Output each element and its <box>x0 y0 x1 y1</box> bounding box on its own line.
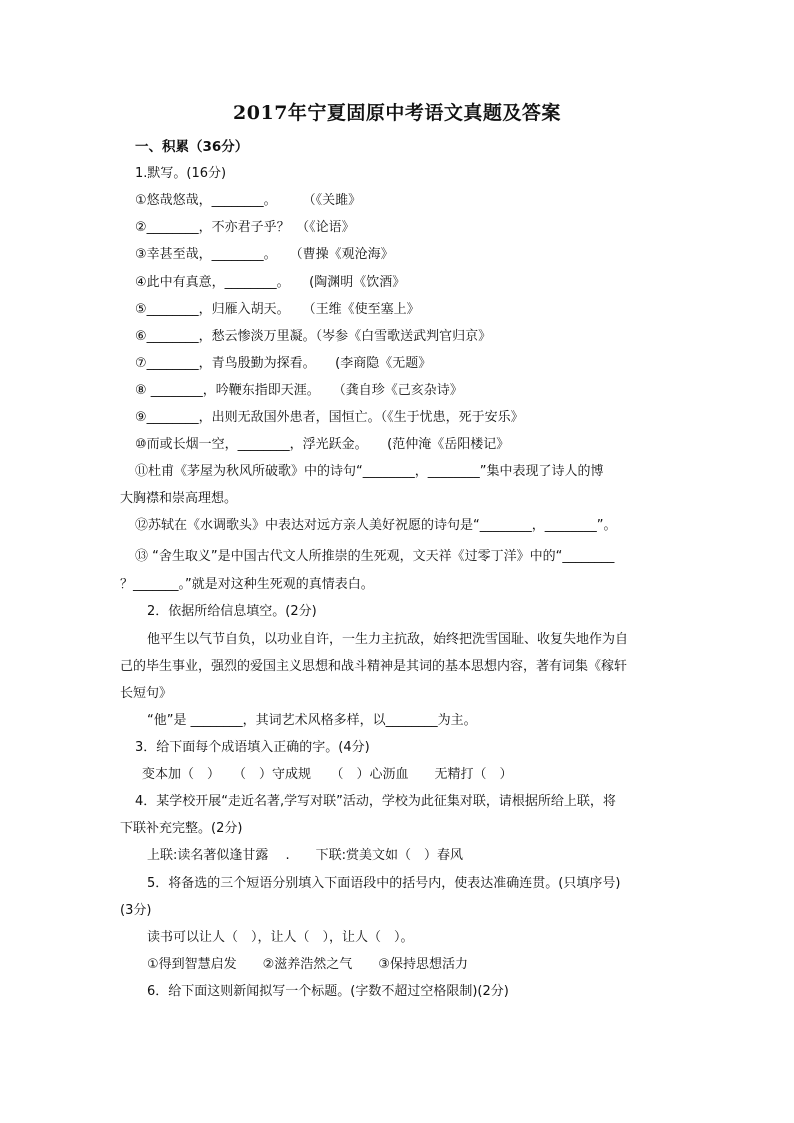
page-title: 2017年宁夏固原中考语文真题及答案 <box>233 102 561 124</box>
q1-item: ⑥________，愁云惨淡万里凝。（岑参《白雪歌送武判官归京》 <box>135 329 492 344</box>
q3-idioms: 变本加（ ） （ ）守成规 （ ）心沥血 无精打（ ） <box>142 767 513 782</box>
q1-stem: 1.默写。(16分) <box>135 166 227 181</box>
q4-couplet: 上联:读名著似逢甘露 . 下联:赏美文如（ ）春风 <box>147 848 464 863</box>
q5-stem: 5．将备选的三个短语分别填入下面语段中的括号内，使表达准确连贯。(只填序号) <box>147 876 621 891</box>
q1-item: ⑪杜甫《茅屋为秋风所破歌》中的诗句“________，________”集中表现了诗人的博 <box>135 464 604 479</box>
q1-item: ⑦________，青鸟殷勤为探看。 (李商隐《无题》 <box>135 356 432 371</box>
q1-item: ⑬ “舍生取义”是中国古代文人所推崇的生死观，文天祥《过零丁洋》中的“________ <box>135 549 615 564</box>
q1-item: ⑩而或长烟一空，________，浮光跃金。 (范仲淹《岳阳楼记》 <box>135 437 510 452</box>
q1-item: ②________，不亦君子乎？ （《论语》 <box>135 220 355 235</box>
q1-item: ⑤________，归雁入胡天。 （王维《使至塞上》 <box>135 302 420 317</box>
q2-stem: 2．依据所给信息填空。(2分) <box>147 604 317 619</box>
q1-item: ⑨________，出则无敌国外患者，国恒亡。（《生于忧患，死于安乐》 <box>135 410 524 425</box>
q1-item: ⑫苏轼在《水调歌头》中表达对远方亲人美好祝愿的诗句是“________，________”。 <box>135 518 617 533</box>
q5-stem-continued: (3分) <box>120 903 152 918</box>
q5-sentence: 读书可以让人（ ），让人（ ），让人（ ）。 <box>147 930 414 945</box>
q5-options: ①得到智慧启发 ②滋养浩然之气 ③保持思想活力 <box>147 957 468 972</box>
q4-stem: 4．某学校开展“走近名著,学写对联”活动，学校为此征集对联，请根据所给上联，将 <box>135 794 616 809</box>
q1-item: ⑧ ________，吟鞭东指即天涯。 （龚自珍《己亥杂诗》 <box>135 383 463 398</box>
q2-passage-line: 己的毕生事业，强烈的爱国主义思想和战斗精神是其词的基本思想内容，著有词集《稼轩 <box>120 659 628 674</box>
q2-fill: “他”是 ________，其词艺术风格多样，以________为主。 <box>147 713 477 728</box>
q1-item: ④此中有真意，________。 (陶渊明《饮酒》 <box>135 275 406 290</box>
q1-item: ③幸甚至哉，________。 （曹操《观沧海》 <box>135 247 394 262</box>
q2-passage-line: 长短句》 <box>120 686 173 701</box>
q3-stem: 3．给下面每个成语填入正确的字。(4分) <box>135 740 370 755</box>
q2-passage-line: 他平生以气节自负，以功业自许，一生力主抗敌，始终把洗雪国耻、收复失地作为自 <box>147 632 629 647</box>
q4-stem-continued: 下联补充完整。(2分) <box>120 821 243 836</box>
q1-item: ①悠哉悠哉，________。 （《关雎》 <box>135 193 362 208</box>
section-heading: 一、积累（36分） <box>135 139 249 155</box>
q1-item-continued: 大胸襟和崇高理想。 <box>120 491 238 506</box>
q1-item-continued: ？_______。”就是对这种生死观的真情表白。 <box>120 577 374 592</box>
q6-stem: 6．给下面这则新闻拟写一个标题。(字数不超过空格限制)(2分) <box>147 984 509 999</box>
